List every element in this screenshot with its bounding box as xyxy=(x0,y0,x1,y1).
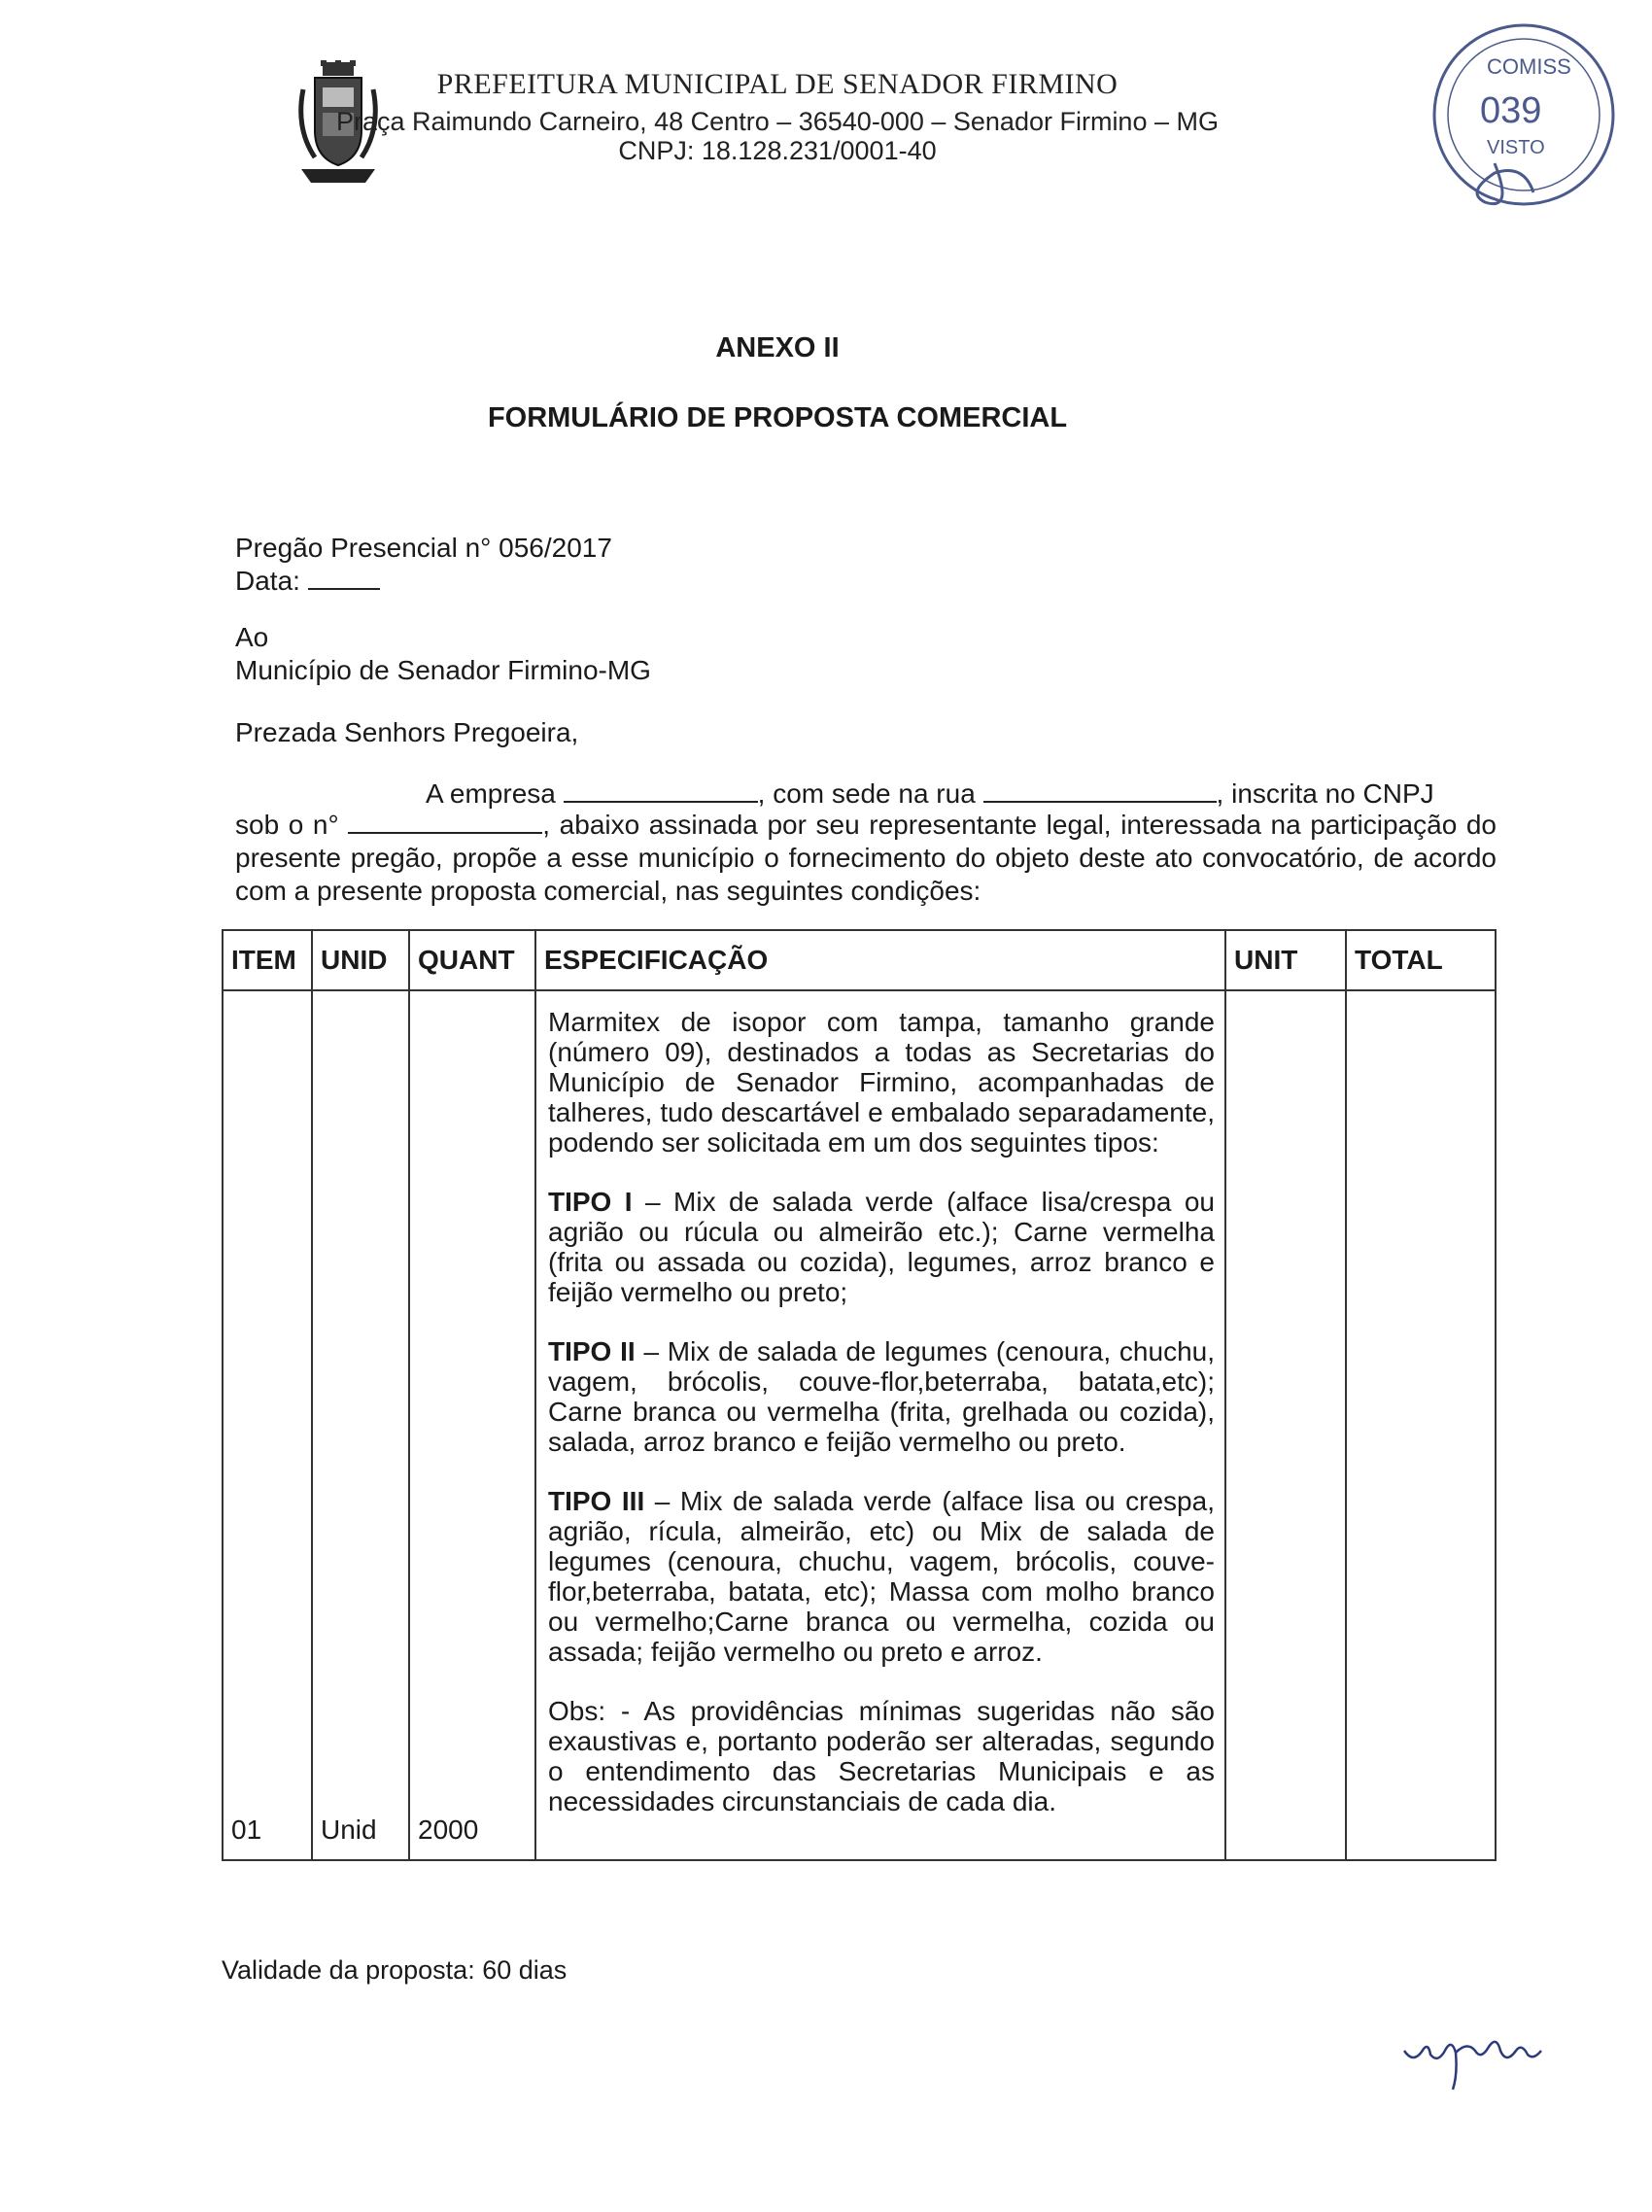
table-header-row xyxy=(223,930,1496,990)
addressee-to: Ao xyxy=(235,622,269,652)
col-quant-header: QUANT xyxy=(409,930,535,990)
intro-paragraph xyxy=(235,778,1497,908)
tipo-1-text: – Mix de salada verde (alface lisa/crespa ou agrião ou rúcula ou almeirão etc.); Carne vermelha (frita ou assada ou cozida), legumes, arroz branco e feijão vermelho ou preto; xyxy=(548,1187,1215,1307)
cnpj-blank xyxy=(348,809,542,834)
street-blank xyxy=(983,778,1217,803)
tipo-2-text: – Mix de salada de legumes (cenoura, chuchu, vagem, brócolis, couve-flor,beterraba, batata,etc); Carne branca ou vermelha (frita, grelhada ou cozida), salada, arroz branco e feijão vermelho ou preto. xyxy=(548,1336,1216,1457)
company-blank xyxy=(564,778,758,803)
addressee-municipality: Município de Senador Firmino-MG xyxy=(235,655,651,685)
intro-rest: , abaixo assinada por seu representante legal, interessada na participação do presente pregão, propõe a esse município o fornecimento do objeto deste ato convocatório, de acordo com a presente proposta comercial, nas seguintes condições: xyxy=(235,810,1497,906)
stamp-number: 039 xyxy=(1480,90,1542,131)
spec-intro: Marmitex de isopor com tampa, tamanho grande (número 09), destinados a todas as Secretarias do Município de Senador Firmino, acompanhadas de talheres, tudo descartável e embalado separadamente, podendo ser solicitada em um dos seguintes tipos: xyxy=(548,1007,1215,1158)
cell-specification xyxy=(535,990,1225,1860)
tipo-2-label: TIPO II xyxy=(548,1336,636,1366)
proposal-validity: Validade da proposta: 60 dias xyxy=(222,1955,568,1985)
stamp-bottom-text: VISTO xyxy=(1487,137,1545,158)
cell-item: 01 xyxy=(223,990,312,1860)
intro-body xyxy=(235,809,1497,908)
org-address: Praça Raimundo Carneiro, 48 Centro – 36540-000 – Senador Firmino – MG xyxy=(336,107,1219,136)
form-title: FORMULÁRIO DE PROPOSTA COMERCIAL xyxy=(487,402,1068,433)
cell-total-price xyxy=(1346,990,1496,1860)
col-unit-header: UNIT xyxy=(1225,930,1346,990)
stamp-top-text: COMISS xyxy=(1487,54,1571,79)
cell-unid: Unid xyxy=(312,990,409,1860)
annex-title: ANEXO II xyxy=(715,332,840,363)
tipo-3-text: – Mix de salada verde (alface lisa ou crespa, agrião, rícula, almeirão, etc) ou Mix de salada de legumes (cenoura, chuchu, vagem, brócolis, couve-flor,beterraba, batata, etc); Massa com molho branco ou vermelho;Carne branca ou vermelha, cozida ou assada; feijão vermelho ou preto e arroz. xyxy=(548,1486,1215,1667)
org-cnpj: CNPJ: 18.128.231/0001-40 xyxy=(618,136,937,165)
col-total-header: TOTAL xyxy=(1346,930,1496,990)
table-row xyxy=(223,990,1496,1860)
col-spec-header: ESPECIFICAÇÃO xyxy=(535,930,1225,990)
intro-sob: sob o n° xyxy=(235,810,339,840)
proposal-table xyxy=(222,929,1497,1861)
greeting: Prezada Senhors Pregoeira, xyxy=(235,717,579,747)
intro-cnpj: , inscrita no CNPJ xyxy=(1216,778,1434,809)
handwritten-signature xyxy=(1399,2022,1545,2099)
commission-stamp xyxy=(1427,17,1572,241)
date-label: Data: xyxy=(235,566,300,596)
tipo-1-label: TIPO I xyxy=(548,1187,633,1217)
col-item-header: ITEM xyxy=(223,930,312,990)
spec-obs: Obs: - As providências mínimas sugeridas não são exaustivas e, portanto poderão ser alteradas, segundo o entendimento das Secretarias Municipais e as necessidades circunstanciais de cada dia. xyxy=(548,1696,1215,1816)
spec-tipo-3 xyxy=(548,1486,1215,1667)
intro-sede: , com sede na rua xyxy=(757,778,976,809)
date-blank xyxy=(308,565,380,590)
date-line xyxy=(235,564,380,599)
cell-quant: 2000 xyxy=(409,990,535,1860)
cell-unit-price xyxy=(1225,990,1346,1860)
intro-empresa: A empresa xyxy=(426,778,556,809)
spec-tipo-1 xyxy=(548,1187,1215,1307)
col-unid-header: UNID xyxy=(312,930,409,990)
org-name: PREFEITURA MUNICIPAL DE SENADOR FIRMINO xyxy=(436,68,1119,100)
pregao-number: Pregão Presencial n° 056/2017 xyxy=(235,533,612,563)
spec-tipo-2 xyxy=(548,1336,1215,1457)
intro-line-1 xyxy=(235,778,1497,811)
tipo-3-label: TIPO III xyxy=(548,1486,645,1516)
